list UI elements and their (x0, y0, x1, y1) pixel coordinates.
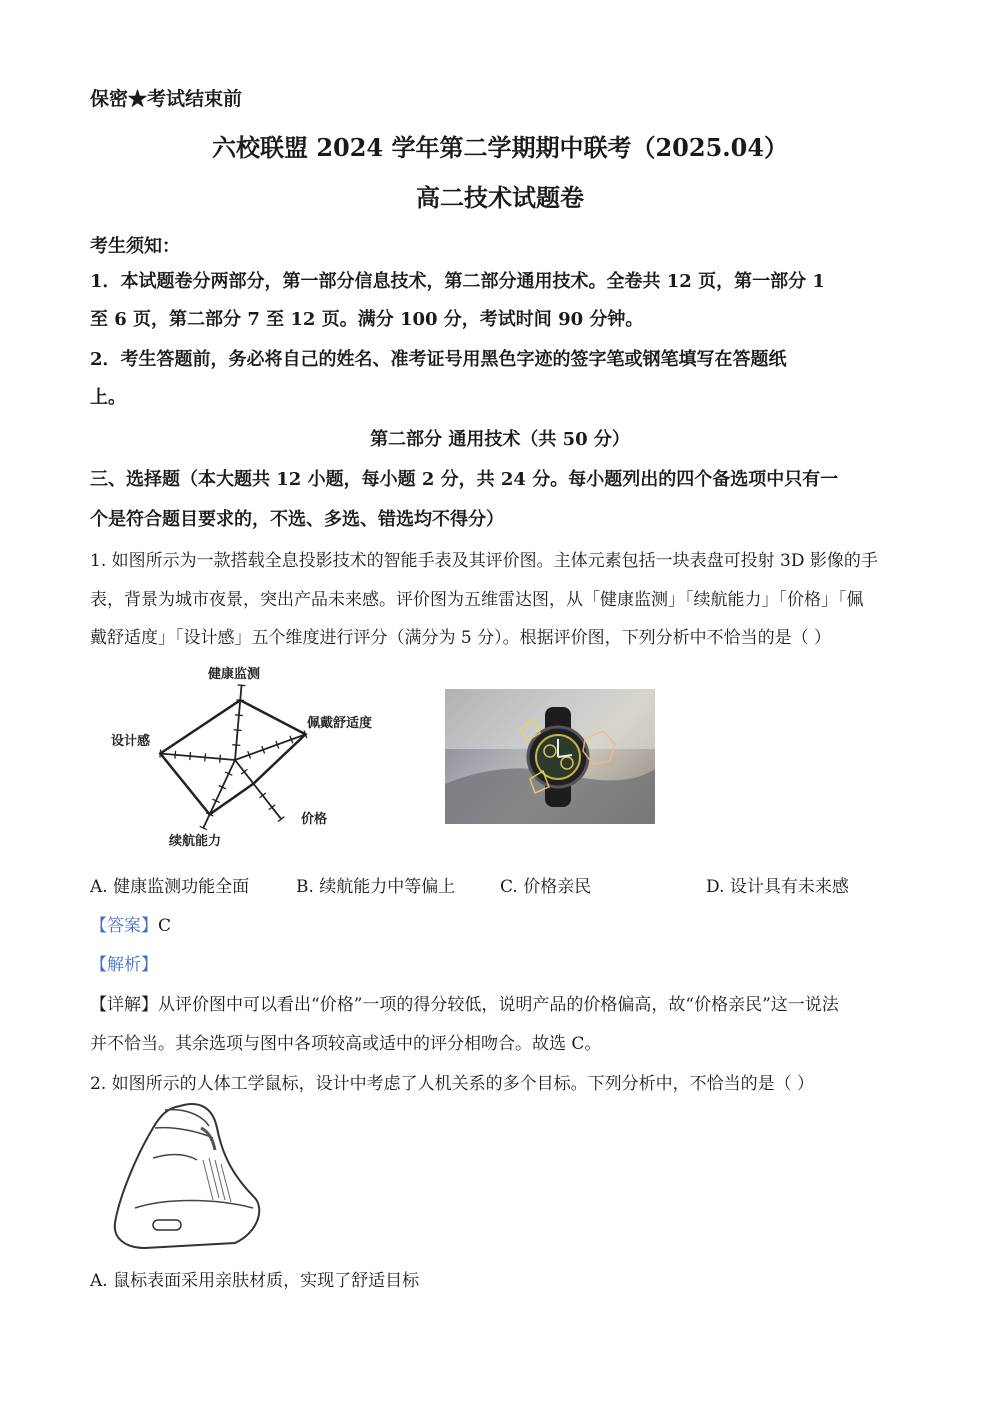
confidential-mark: 保密★考试结束前 (90, 88, 243, 110)
exam-subtitle: 高二技术试题卷 (416, 183, 584, 212)
notice-line-4: 上。 (90, 387, 126, 408)
radar-label-comfort: 佩戴舒适度 (307, 716, 373, 731)
radar-spoke-battery (203, 760, 235, 828)
radar-ticks (160, 685, 307, 830)
q1-detail-1: 【详解】从评价图中可以看出“价格”一项的得分较低，说明产品的价格偏高，故“价格亲民”这一说法 (90, 995, 839, 1015)
section3-instruction-2: 个是符合题目要求的，不选、多选、错选均不得分） (90, 509, 504, 530)
radar-label-battery: 续航能力 (169, 834, 222, 849)
smartwatch-photo (445, 689, 655, 824)
q1-option-a: A. 健康监测功能全面 (90, 877, 250, 897)
radar-tick-design-5 (160, 749, 161, 757)
radar-tick-health-1 (232, 745, 240, 746)
q1-detail-2: 并不恰当。其余选项与图中各项较高或适中的评分相吻合。故选 C。 (90, 1034, 602, 1054)
answer-value: C (158, 916, 172, 936)
radar-label-price: 价格 (301, 812, 328, 827)
exam-title: 六校联盟 2024 学年第二学期期中联考（2025.04） (211, 133, 789, 162)
q1-text-1: 1. 如图所示为一款搭载全息投影技术的智能手表及其评价图。主体元素包括一块表盘可投射 3D 影像的手 (90, 551, 878, 571)
section3-instruction-1: 三、选择题（本大题共 12 小题，每小题 2 分，共 24 分。每小题列出的四个备选项中只有一 (90, 469, 839, 490)
notice-heading: 考生须知： (90, 236, 180, 257)
radar-label-health: 健康监测 (208, 667, 261, 682)
radar-tick-design-4 (175, 751, 176, 759)
q1-option-b: B. 续航能力中等偏上 (296, 877, 456, 897)
analysis-label: 【解析】 (90, 955, 158, 975)
radar-tick-health-4 (236, 700, 244, 701)
q2-option-a: A. 鼠标表面采用亲肤材质，实现了舒适目标 (90, 1271, 420, 1291)
radar-outline (160, 700, 305, 814)
radar-spoke-design (160, 753, 235, 760)
q1-option-d: D. 设计具有未来感 (706, 877, 849, 897)
answer-label: 【答案】 (90, 916, 158, 936)
radar-tick-design-3 (190, 752, 191, 760)
radar-label-design: 设计感 (111, 734, 151, 749)
radar-spoke-comfort (235, 734, 305, 760)
ergonomic-mouse-drawing (105, 1098, 265, 1253)
q2-text-1: 2. 如图所示的人体工学鼠标，设计中考虑了人机关系的多个目标。下列分析中，不恰当的是（ ） (90, 1074, 815, 1094)
radar-tick-design-2 (205, 753, 206, 761)
q1-answer (90, 911, 171, 936)
notice-line-2: 至 6 页，第二部分 7 至 12 页。满分 100 分，考试时间 90 分钟。 (90, 309, 644, 330)
q1-text-3: 戴舒适度」「设计感」五个维度进行评分（满分为 5 分）。根据评价图，下列分析中不恰当的是（ ） (90, 628, 832, 648)
q1-option-c: C. 价格亲民 (500, 877, 592, 897)
radar-tick-health-3 (235, 715, 243, 716)
radar-tick-design-1 (220, 755, 221, 763)
radar-spoke-price (235, 760, 281, 819)
radar-chart (105, 660, 395, 855)
part2-heading: 第二部分 通用技术（共 50 分） (370, 429, 630, 450)
radar-spoke-health (235, 685, 242, 760)
notice-line-1: 1．本试题卷分两部分，第一部分信息技术，第二部分通用技术。全卷共 12 页，第一部分 1 (90, 271, 825, 292)
notice-line-3: 2．考生答题前，务必将自己的姓名、准考证号用黑色字迹的签字笔或钢笔填写在答题纸 (90, 349, 787, 370)
radar-tick-health-5 (238, 685, 246, 686)
q1-text-2: 表，背景为城市夜景，突出产品未来感。评价图为五维雷达图，从「健康监测」「续航能力」「价格」「佩 (90, 590, 864, 610)
radar-tick-health-2 (234, 730, 242, 731)
